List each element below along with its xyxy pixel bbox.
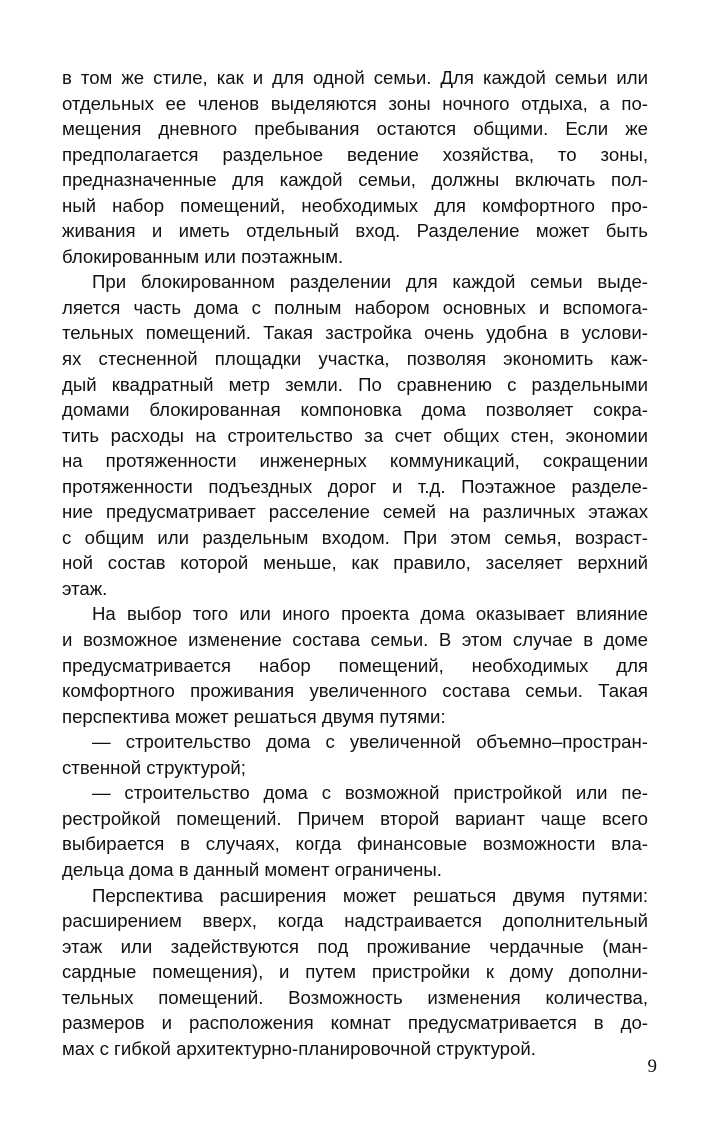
text-line: ляется часть дома с полным набором основных и вспомога- <box>62 296 648 318</box>
text-line: ной состав которой меньше, как правило, заселяет верхний <box>62 552 648 574</box>
list-item-line: — строительство дома с возможной пристройкой или пе- <box>92 782 648 804</box>
text-line: на протяженности инженерных коммуникаций, сокращении <box>62 450 648 472</box>
text-line: ние предусматривает расселение семей на различных этажах <box>62 501 648 523</box>
text-line: При блокированном разделении для каждой семьи выде- <box>92 271 648 293</box>
list-item-line: дельца дома в данный момент ограничены. <box>62 858 442 880</box>
text-line: блокированным или поэтажным. <box>62 245 344 267</box>
text-line: перспектива может решаться двумя путями: <box>62 705 446 727</box>
list-item-line: выбирается в случаях, когда финансовые возможности вла- <box>62 833 648 855</box>
text-line: этаж или задействуются под проживание чердачные (ман- <box>62 935 648 957</box>
text-line: ный набор помещений, необходимых для комфортного про- <box>62 194 648 216</box>
text-line: размеров и расположения комнат предусматривается в до- <box>62 1012 648 1034</box>
text-line: протяженности подъездных дорог и т.д. Поэтажное разделе- <box>62 475 648 497</box>
text-line: сардные помещения), и путем пристройки к дому дополни- <box>62 961 648 983</box>
text-line: предусматривается набор помещений, необходимых для <box>62 654 648 676</box>
text-line: ях стесненной площадки участка, позволяя экономить каж- <box>62 348 648 370</box>
text-line: комфортного проживания увеличенного состава семьи. Такая <box>62 680 648 702</box>
text-line: в том же стиле, как и для одной семьи. Для каждой семьи или <box>62 67 648 88</box>
list-item-line: рестройкой помещений. Причем второй вариант чаще всего <box>62 807 648 829</box>
text-line: Перспектива расширения может решаться двумя путями: <box>92 884 648 906</box>
text-line: отдельных ее членов выделяются зоны ночного отдыха, а по- <box>62 92 648 114</box>
text-line: тельных помещений. Такая застройка очень удобна в услови- <box>62 322 648 344</box>
text-line: На выбор того или иного проекта дома оказывает влияние <box>92 603 648 625</box>
text-line: и возможное изменение состава семьи. В этом случае в доме <box>62 629 648 651</box>
text-line: тить расходы на строительство за счет общих стен, экономии <box>62 424 648 446</box>
list-item-line: — строительство дома с увеличенной объемно–простран- <box>92 731 648 753</box>
text-line: живания и иметь отдельный вход. Разделение может быть <box>62 220 648 242</box>
text-line: расширением вверх, когда надстраивается дополнительный <box>62 910 648 932</box>
text-line: этаж. <box>62 577 108 599</box>
text-line: с общим или раздельным входом. При этом семья, возраст- <box>62 526 648 548</box>
list-item-line: ственной структурой; <box>62 756 246 778</box>
body-text <box>62 65 648 1061</box>
text-line: тельных помещений. Возможность изменения количества, <box>62 986 648 1008</box>
text-line: мах с гибкой архитектурно-планировочной структурой. <box>62 1037 536 1059</box>
page-number: 9 <box>647 1056 657 1077</box>
text-line: предполагается раздельное ведение хозяйства, то зоны, <box>62 143 648 165</box>
text-line: домами блокированная компоновка дома позволяет сокра- <box>62 399 648 421</box>
text-line: дый квадратный метр земли. По сравнению с раздельными <box>62 373 648 395</box>
text-line: мещения дневного пребывания остаются общими. Если же <box>62 118 648 140</box>
text-line: предназначенные для каждой семьи, должны включать пол- <box>62 169 648 191</box>
